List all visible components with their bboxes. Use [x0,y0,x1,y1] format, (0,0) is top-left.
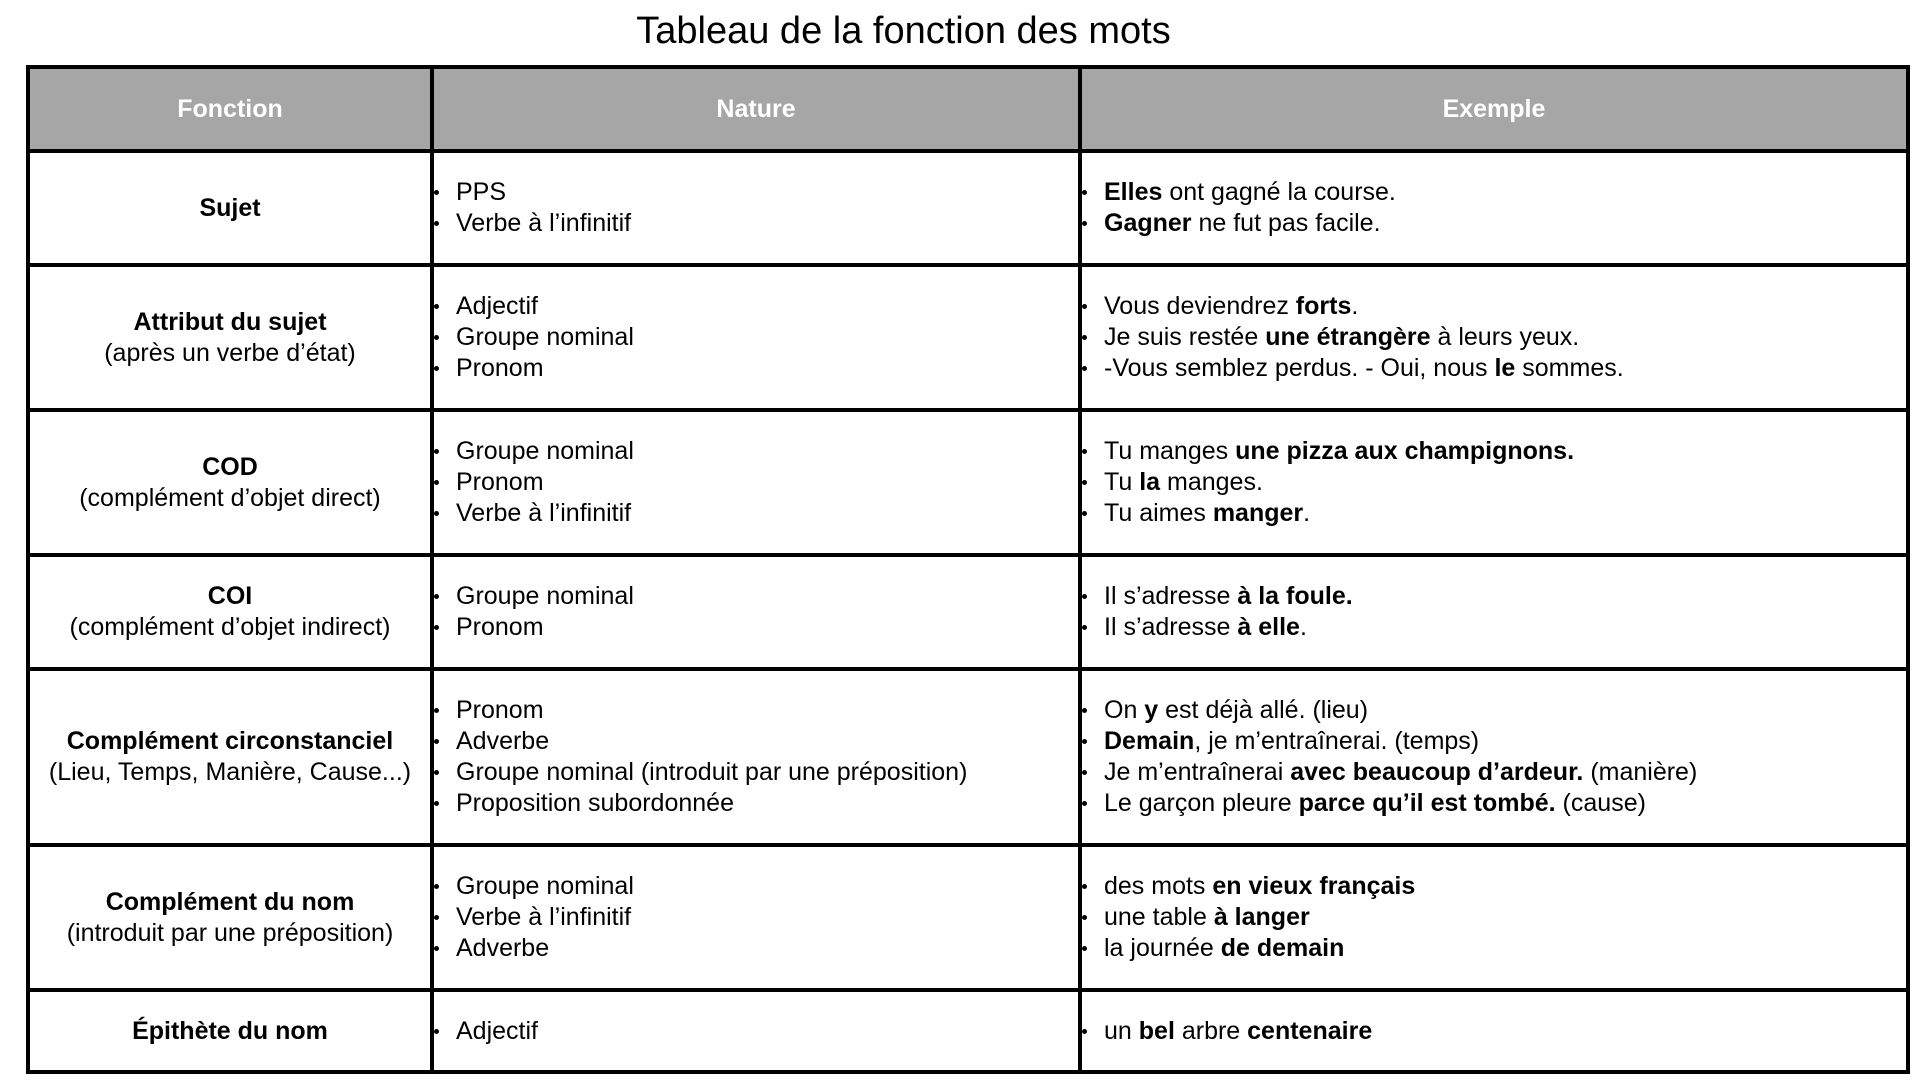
function-cell [28,555,432,669]
nature-cell [432,151,1080,265]
example-list [1082,1016,1906,1047]
example-item [1082,612,1906,643]
nature-item: Verbe à l’infinitif [434,902,1078,933]
page-title: Tableau de la fonction des mots [636,10,1171,52]
example-highlight: à langer [1213,903,1310,931]
example-highlight: avec beaucoup d’ardeur. [1290,758,1584,786]
nature-item: Adjectif [434,291,1078,322]
example-cell [1080,845,1908,990]
table-row [28,410,1908,555]
example-highlight: Elles [1104,178,1163,206]
function-name: Attribut du sujet [133,307,327,336]
example-cell [1080,151,1908,265]
header-nature: Nature [432,67,1080,151]
example-item [1082,788,1906,819]
nature-list [434,1016,1078,1047]
example-cell [1080,555,1908,669]
example-list [1082,871,1906,964]
example-highlight: parce qu’il est tombé. [1298,789,1556,817]
function-name: Complément du nom [105,887,355,916]
nature-cell [432,990,1080,1072]
example-text: Il s’adresse [1104,582,1238,610]
example-highlight: Gagner [1104,209,1192,237]
example-item [1082,581,1906,612]
example-item [1082,1016,1906,1047]
nature-item: Groupe nominal [434,322,1078,353]
example-item [1082,353,1906,384]
function-name: Sujet [199,193,261,222]
example-text: manges. [1160,468,1263,496]
example-text: est déjà allé. (lieu) [1158,696,1369,724]
example-text: Tu aimes [1104,499,1213,527]
nature-item: Groupe nominal [434,436,1078,467]
example-text: une table [1104,903,1214,931]
example-item [1082,933,1906,964]
example-item [1082,436,1906,467]
example-text: la journée [1104,934,1221,962]
function-note: (introduit par une préposition) [66,918,394,947]
nature-item: Verbe à l’infinitif [434,208,1078,239]
nature-cell [432,845,1080,990]
nature-item: Pronom [434,467,1078,498]
example-text: . [1351,292,1359,320]
example-highlight: en vieux français [1212,872,1416,900]
nature-cell [432,410,1080,555]
example-highlight: manger [1212,499,1304,527]
function-name: Épithète du nom [132,1016,328,1045]
example-item [1082,726,1906,757]
nature-item: Pronom [434,695,1078,726]
table-row [28,151,1908,265]
function-note: (complément d’objet direct) [79,483,381,512]
nature-item: PPS [434,177,1078,208]
example-text: . [1299,613,1307,641]
nature-item: Proposition subordonnée [434,788,1078,819]
example-text: Je suis restée [1104,323,1266,351]
nature-list [434,291,1078,384]
nature-item: Groupe nominal (introduit par une préposition) [434,757,1078,788]
example-highlight: forts [1295,292,1352,320]
nature-item: Verbe à l’infinitif [434,498,1078,529]
nature-list [434,436,1078,529]
example-highlight: de demain [1220,934,1345,962]
example-text: à leurs yeux. [1430,323,1580,351]
example-text: un [1104,1016,1139,1045]
nature-item: Adjectif [434,1016,1078,1047]
function-cell [28,151,432,265]
example-item [1082,498,1906,529]
example-list [1082,581,1906,643]
example-text: Tu [1104,468,1140,496]
example-text: On [1104,696,1145,724]
example-cell [1080,410,1908,555]
nature-item: Pronom [434,353,1078,384]
example-text: (cause) [1555,789,1646,817]
example-text: Tu manges [1104,437,1236,465]
example-item [1082,208,1906,239]
function-table [26,65,1910,1074]
example-list [1082,177,1906,239]
example-list [1082,695,1906,819]
example-cell [1080,669,1908,845]
example-highlight: une pizza aux champignons. [1235,437,1575,465]
nature-item: Adverbe [434,933,1078,964]
example-cell [1080,990,1908,1072]
nature-list [434,871,1078,964]
example-highlight: Demain [1104,727,1195,755]
function-cell [28,845,432,990]
function-cell [28,410,432,555]
nature-item: Adverbe [434,726,1078,757]
function-name: COD [202,452,258,481]
nature-item: Groupe nominal [434,871,1078,902]
example-cell [1080,265,1908,410]
example-text: des mots [1104,872,1213,900]
example-list [1082,291,1906,384]
table-row [28,265,1908,410]
function-note: (complément d’objet indirect) [69,613,391,641]
example-item [1082,322,1906,353]
example-item [1082,902,1906,933]
example-item [1082,695,1906,726]
function-cell [28,990,432,1072]
header-exemple: Exemple [1080,67,1908,151]
example-item [1082,177,1906,208]
example-highlight: une étrangère [1265,323,1431,351]
example-item [1082,291,1906,322]
example-text: Vous deviendrez [1104,292,1296,320]
example-text: sommes. [1515,354,1624,382]
example-text: ont gagné la course. [1162,178,1396,206]
table-row [28,669,1908,845]
example-text: (manière) [1583,758,1698,786]
nature-list [434,177,1078,239]
example-text: ne fut pas facile. [1191,209,1381,237]
table-header-row [28,67,1908,151]
nature-list [434,581,1078,643]
table-row [28,845,1908,990]
nature-item: Pronom [434,612,1078,643]
example-highlight: y [1144,696,1159,724]
nature-cell [432,265,1080,410]
function-name: COI [207,582,253,610]
example-text: . [1303,499,1311,527]
example-text: -Vous semblez perdus. - Oui, nous [1104,354,1495,382]
header-fonction: Fonction [28,67,432,151]
function-cell [28,265,432,410]
example-text: Il s’adresse [1104,613,1238,641]
example-highlight: le [1494,354,1516,382]
nature-cell [432,669,1080,845]
example-list [1082,436,1906,529]
example-text: Le garçon pleure [1104,789,1299,817]
table-row [28,990,1908,1072]
example-highlight: à la foule. [1237,582,1353,610]
function-cell [28,669,432,845]
example-text: arbre [1174,1016,1248,1045]
example-highlight: centenaire [1247,1016,1373,1045]
function-name: Complément circonstanciel [66,727,394,755]
example-highlight: bel [1138,1016,1175,1045]
example-highlight: à elle [1237,613,1300,641]
example-item [1082,871,1906,902]
nature-list [434,695,1078,819]
example-text: Je m’entraînerai [1104,758,1291,786]
example-highlight: la [1139,468,1161,496]
nature-item: Groupe nominal [434,581,1078,612]
table-row [28,555,1908,669]
function-note: (après un verbe d’état) [104,338,356,367]
example-item [1082,467,1906,498]
example-item [1082,757,1906,788]
nature-cell [432,555,1080,669]
example-text: , je m’entraînerai. (temps) [1194,727,1480,755]
function-note: (Lieu, Temps, Manière, Cause...) [48,758,412,786]
